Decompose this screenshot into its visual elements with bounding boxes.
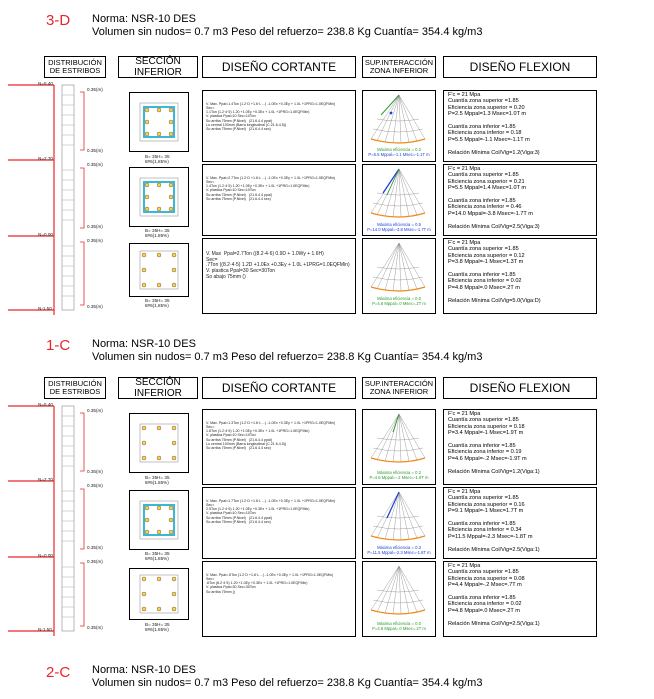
flexion-box xyxy=(443,487,597,559)
section-drawing xyxy=(130,414,188,472)
shear-box xyxy=(202,409,356,485)
header-flexion: DISEÑO FLEXION xyxy=(443,377,597,399)
header-distribucion: DISTRIBUCIÓN DE ESTRIBOS xyxy=(44,56,106,78)
section-drawing xyxy=(130,168,188,226)
section-drawing xyxy=(130,244,188,296)
section-box xyxy=(129,92,189,152)
summary-line: Volumen sin nudos= 0.7 m3 Peso del refuerzo= 238.8 Kg Cuantía= 354.4 kg/m3 xyxy=(92,677,483,689)
flexion-box xyxy=(443,409,597,485)
column-block-2c xyxy=(0,660,654,699)
header-flexion: DISEÑO FLEXION xyxy=(443,56,597,78)
section-caption: B= 35H= 35 8#6(1.85%) xyxy=(145,228,170,239)
level-label: N=0.00 xyxy=(38,553,53,558)
shear-box xyxy=(202,487,356,559)
stirrup-drawing xyxy=(0,401,110,641)
section-box xyxy=(129,167,189,227)
section-caption: B= 35H= 35 8#6(1.85%) xyxy=(145,298,170,309)
flexion-text: F'c = 21 Mpa Cuantía zona superior =1.85 Eficiencia zona superior = 0.08 P=4.4 Mppal=-.2 Msec=.7T m Cuantía zona inferior =1.85 Eficiencia zona inferior = 0.02 P=4.8 Mppal=.0 Msec=.2T m Relación Mínima Col/Vig=2.5(Viga:1) xyxy=(448,563,540,627)
stirrup-label: 0.35(m) xyxy=(87,148,103,153)
column-id: 1-C xyxy=(46,337,71,354)
section-drawing xyxy=(130,491,188,549)
interaction-caption: Máxima eficiencia = 0.3 P=11.5 Mppal=-2.3 Msec=-1.8T m xyxy=(367,545,431,555)
norma-line: Norma: NSR-10 DES xyxy=(92,338,196,350)
stirrup-label: 0.35(m) xyxy=(87,559,103,564)
flexion-box xyxy=(443,561,597,637)
section-caption: B= 35H= 35 8#6(1.85%) xyxy=(145,475,170,486)
stirrup-label: 0.35(m) xyxy=(87,408,103,413)
stirrup-label: 0.35(m) xyxy=(87,545,103,550)
stirrup-label: 0.35(m) xyxy=(87,224,103,229)
stirrup-label: 0.35(m) xyxy=(87,469,103,474)
summary-line: Volumen sin nudos= 0.7 m3 Peso del refuerzo= 238.8 Kg Cuantía= 354.4 kg/m3 xyxy=(92,26,483,38)
shear-text: V. Max Ppal=2.7Ton ((8.2·4·6) 0.9D + 1.0Wy + 1.6H) Sec= .7Ton ((8.2·4·5) 1.2D +1.0Ex +0.3Ey + 1.0L +1PRG=1.0EQFMin) V. plastica Ppal=30 Sec=30Ton So abajo 75mm () xyxy=(206,251,350,280)
shear-text: V. Max. Ppal=.6Ton (1.2·D +1.6·L ...) -1.0Ex +0.3Ey + 1.0L +1PRG=1.0EQFMin) Sec= .6Ton (8.2·4·5) 1.20 +1.0Ey +0.3Ex + 1.0L +1PRG=1.0EQFMin) V. plastica Ppal=30 Sec=30Ton So arriba 75mm () xyxy=(206,572,334,594)
section-caption: B= 35H= 35 8#6(1.85%) xyxy=(145,622,170,633)
stirrup-label: 0.35(m) xyxy=(87,162,103,167)
stirrup-label: 0.35(m) xyxy=(87,483,103,488)
flexion-text: F'c = 21 Mpa Cuantía zona superior =1.85 Eficiencia zona superior = 0.20 P=2.5 Mppal=1.3 Msec=1.0T m Cuantía zona inferior =1.85 Eficiencia zona inferior = 0.18 P=5.5 Mppal=-1.1 Msec=-1.1T m Relación Mínima Col/Vig=1.2(Viga:3) xyxy=(448,92,540,156)
stirrup-drawing xyxy=(0,80,110,320)
interaction-caption: Máxima eficiencia = 0.0 P=4.8 Mppal=.0 Msec=.2T m xyxy=(372,296,426,306)
flexion-text: F'c = 21 Mpa Cuantía zona superior =1.85 Eficiencia zona superior = 0.16 P=9.1 Mppal=-1 Msec=1.7T m Cuantía zona inferior =1.85 Eficiencia zona inferior = 0.34 P=11.5 Mppal=-2.3 Msec=-1.8T m Relación Mínima Col/Vig=2.5(Viga:1) xyxy=(448,489,540,553)
shear-box xyxy=(202,238,356,314)
interaction-diagram xyxy=(363,165,435,223)
section-caption: B= 35H= 35 8#6(1.85%) xyxy=(145,154,170,165)
stirrup-label: 0.35(m) xyxy=(87,87,103,92)
section-box xyxy=(129,490,189,550)
column-block-3d xyxy=(0,0,654,330)
header-interaccion: SUP.INTERACCIÓN ZONA INFERIOR xyxy=(362,377,436,399)
stirrup-label: 0.35(m) xyxy=(87,238,103,243)
shear-text: V. Max. Ppal=1.3Ton (1.2·D +1.6·L ...) -1.0Ex +0.3Ey + 1.0L +1PRG=1.0EQFMin) Sec= 1.6Ton (1.2·4·5) 1.20 +1.0Ey +0.3Ex + 1.0L +1PRG=1.0EQFMin) V. plastica Ppal=10 Sec=10Ton So arriba 75mm (P.Nivel) (21.6.4.4 ppal) Lo central 100mm (Barra longitudinal (C.21.6.4.5)) So arriba 75mm (P.Nivel) (21.6.4.4 sec) xyxy=(206,420,336,451)
header-cortante: DISEÑO CORTANTE xyxy=(202,377,356,399)
shear-text: V. Max. Ppal=1.4Ton (1.2·D +1.6·L ...) -1.0Ex +0.3Ey + 1.0L +1PRG=1.0EQFMin) Sec= 1.1Ton (1.2·4·5) 1.20 +1.0Ey +0.3Ex + 1.0L +1PRG=1.0EQFMin) V. plastica Ppal=10 Sec=10Ton So arriba 75mm (P.Nivel) (21.6.4.4 ppal) Lo central 100mm (Barra longitudinal (C.21.6.4.5)) So arriba 75mm (P.Nivel) (21.6.4.4 sec) xyxy=(206,101,336,132)
column-block-1c xyxy=(0,333,654,663)
interaction-diagram xyxy=(363,488,435,546)
shear-box xyxy=(202,90,356,162)
shear-box xyxy=(202,164,356,236)
interaction-caption: Máxima eficiencia = 0.2 P=5.5 Mppal=-1.1 Msec=-1.1T m xyxy=(368,147,430,157)
column-id: 2-C xyxy=(46,664,71,681)
section-box xyxy=(129,568,189,620)
flexion-box xyxy=(443,238,597,314)
level-label: N=5.40 xyxy=(38,81,53,86)
header-interaccion: SUP.INTERACCIÓN ZONA INFERIOR xyxy=(362,56,436,78)
shear-text: V. Max. Ppal=1.7Ton (1.2·D +1.6·L ...) -1.0Ex +0.3Ey + 1.0L +1PRG=1.0EQFMin) Sec= 2.5Ton (1.2·4·5) 1.20 +1.0Ey +0.3Ex + 1.0L +1PRG=1.0EQFMin) V. plastica Ppal=10 Sec=10Ton So arriba 75mm (P.Nivel) (21.6.4.4 ppal) So arriba 75mm (P.Nivel) (21.6.4.4 sec) xyxy=(206,498,336,525)
level-label: N=5.40 xyxy=(38,402,53,407)
flexion-text: F'c = 21 Mpa Cuantía zona superior =1.85 Eficiencia zona superior = 0.18 P=3.4 Mppal=-1 Msec=1.9T m Cuantía zona inferior =1.85 Eficiencia zona inferior = 0.19 P=4.6 Mppal=-.2 Msec=-1.9T m Relación Mínima Col/Vig=1.2(Viga:1) xyxy=(448,411,540,475)
interaction-caption: Máxima eficiencia = 0.5 P=14.0 Mppal=-3.8 Msec=-1.7T m xyxy=(367,222,431,232)
stirrup-label: 0.35(m) xyxy=(87,304,103,309)
header-cortante: DISEÑO CORTANTE xyxy=(202,56,356,78)
interaction-caption: Máxima eficiencia = 0.0 P=4.8 Mppal=.0 Msec=.2T m xyxy=(372,621,426,631)
norma-line: Norma: NSR-10 DES xyxy=(92,664,196,676)
section-box xyxy=(129,413,189,473)
interaction-diagram xyxy=(363,91,435,149)
flexion-box xyxy=(443,164,597,236)
level-label: N=2.70 xyxy=(38,477,53,482)
shear-box xyxy=(202,561,356,637)
flexion-text: F'c = 21 Mpa Cuantía zona superior =1.85 Eficiencia zona superior = 0.21 P=5.5 Mppal=1.4 Msec=1.0T m Cuantía zona inferior =1.85 Eficiencia zona inferior = 0.46 P=14.0 Mppal=-3.8 Msec=-1.7T m Relación Mínima Col/Vig=2.5(Viga:3) xyxy=(448,166,540,230)
column-id: 3-D xyxy=(46,12,71,29)
header-seccion: SECCIÓN INFERIOR xyxy=(118,56,198,78)
interaction-diagram xyxy=(363,562,435,620)
stirrup-label: 0.35(m) xyxy=(87,625,103,630)
flexion-box xyxy=(443,90,597,162)
header-seccion: SECCIÓN INFERIOR xyxy=(118,377,198,399)
shear-text: V. Max. Ppal=2.7Ton (1.2·D +1.6·L ...) -1.0Ex +0.3Ey + 1.0L +1PRG=1.0EQFMin) Sec= 1.4Ton (1.2·4·5) 1.20 +1.0Ey +0.3Ex + 1.0L +1PRG=1.0EQFMin) V. plastica Ppal=10 Sec=10Ton So arriba 75mm (P.Nivel) (21.6.4.4 ppal) So arriba 75mm (P.Nivel) (21.6.4.4 sec) xyxy=(206,175,336,202)
section-box xyxy=(129,243,189,297)
norma-line: Norma: NSR-10 DES xyxy=(92,13,196,25)
interaction-diagram xyxy=(363,410,435,468)
section-caption: B= 35H= 35 8#6(1.85%) xyxy=(145,551,170,562)
header-distribucion: DISTRIBUCIÓN DE ESTRIBOS xyxy=(44,377,106,399)
interaction-diagram xyxy=(363,239,435,297)
level-label: N-1.50 xyxy=(38,306,52,311)
level-label: N-1.50 xyxy=(38,627,52,632)
level-label: N=0.00 xyxy=(38,232,53,237)
section-drawing xyxy=(130,93,188,151)
flexion-text: F'c = 21 Mpa Cuantía zona superior =1.85 Eficiencia zona superior = 0.12 P=3.8 Mppal=-1 Msec=1.3T m Cuantía zona inferior =1.85 Eficiencia zona inferior = 0.02 P=4.8 Mppal=.0 Msec=.2T m Relación Mínima Col/Vig=5.0(Viga:D) xyxy=(448,240,541,304)
level-label: N=2.70 xyxy=(38,156,53,161)
summary-line: Volumen sin nudos= 0.7 m3 Peso del refuerzo= 238.8 Kg Cuantía= 354.4 kg/m3 xyxy=(92,351,483,363)
section-drawing xyxy=(130,569,188,619)
interaction-caption: Máxima eficiencia = 0.2 P=4.6 Mppal=-.2 Msec=-1.9T m xyxy=(369,470,429,480)
